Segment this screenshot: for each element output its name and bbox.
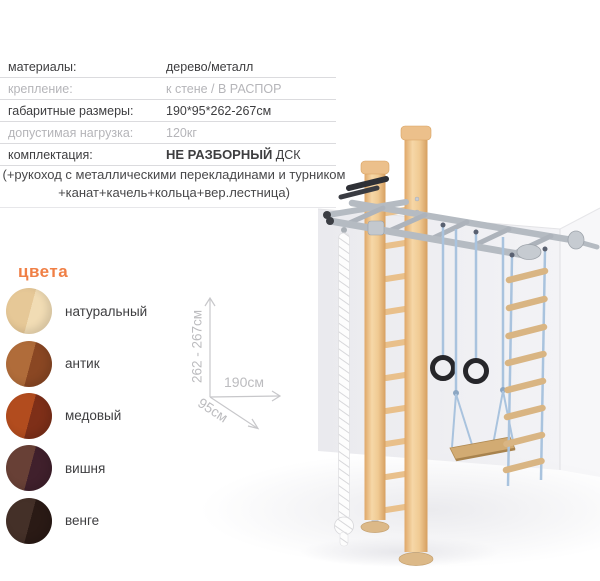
spec-row-load [0, 122, 336, 144]
swatch-antique [6, 337, 147, 389]
swatch-circle-honey[interactable] [6, 393, 52, 439]
dim-width-label: 190см [224, 374, 264, 390]
swatch-circle-antique[interactable] [6, 341, 52, 387]
swatch-label: медовый [65, 408, 122, 424]
spec-value: 120кг [166, 125, 197, 140]
package-note-line1: (+рукоход с металлическими перекладинами и турником [2, 167, 346, 182]
spec-row-mounting [0, 78, 336, 100]
adjustable-foot [361, 522, 389, 533]
swatch-wenge [6, 495, 147, 547]
dim-height-label: 262 - 267см [189, 309, 205, 384]
spec-label: допустимая нагрузка: [8, 125, 134, 140]
swatch-label: вишня [65, 460, 106, 476]
swatch-label: антик [65, 356, 100, 372]
wall-flange [517, 245, 541, 260]
front-post-cap [361, 161, 389, 174]
feet-shadow [300, 537, 500, 567]
swatch-label: венге [65, 513, 100, 529]
spec-label: крепление: [8, 81, 73, 96]
spec-row-dimensions [0, 100, 336, 122]
spec-value: к стене / В РАСПОР [166, 81, 282, 96]
swatch-circle-wenge[interactable] [6, 498, 52, 544]
spec-value: дерево/металл [166, 59, 254, 74]
colors-title: цвета [18, 262, 69, 281]
spec-value-rest: ДСК [272, 148, 301, 162]
spec-table [0, 56, 336, 166]
swatch-honey [6, 390, 147, 442]
dim-depth-label: 95см [195, 394, 231, 426]
adjustable-foot [399, 553, 433, 566]
spec-value: 190*95*262-267см [166, 103, 272, 118]
screw [415, 197, 419, 201]
spec-row-materials [0, 56, 336, 78]
spec-label: материалы: [8, 59, 77, 74]
post-clamp [368, 221, 384, 235]
spec-row-package [0, 144, 336, 166]
spec-value-bold: НЕ РАЗБОРНЫЙ [166, 147, 273, 162]
rope-hook [341, 227, 347, 233]
package-note [0, 166, 348, 202]
wall-flange [568, 231, 584, 249]
swatch-cherry [6, 442, 147, 494]
color-swatches [6, 285, 147, 547]
swatch-circle-natural[interactable] [6, 288, 52, 334]
swatch-natural [6, 285, 147, 337]
spec-label: габаритные размеры: [8, 103, 134, 118]
spec-value [166, 147, 336, 162]
swatch-label: натуральный [65, 303, 148, 319]
swatch-circle-cherry[interactable] [6, 445, 52, 491]
divider [0, 207, 336, 208]
package-note-line2: +канат+качель+кольца+вер.лестница) [58, 185, 290, 200]
main-post-cap [401, 126, 431, 140]
spec-label: комплектация: [8, 147, 93, 162]
